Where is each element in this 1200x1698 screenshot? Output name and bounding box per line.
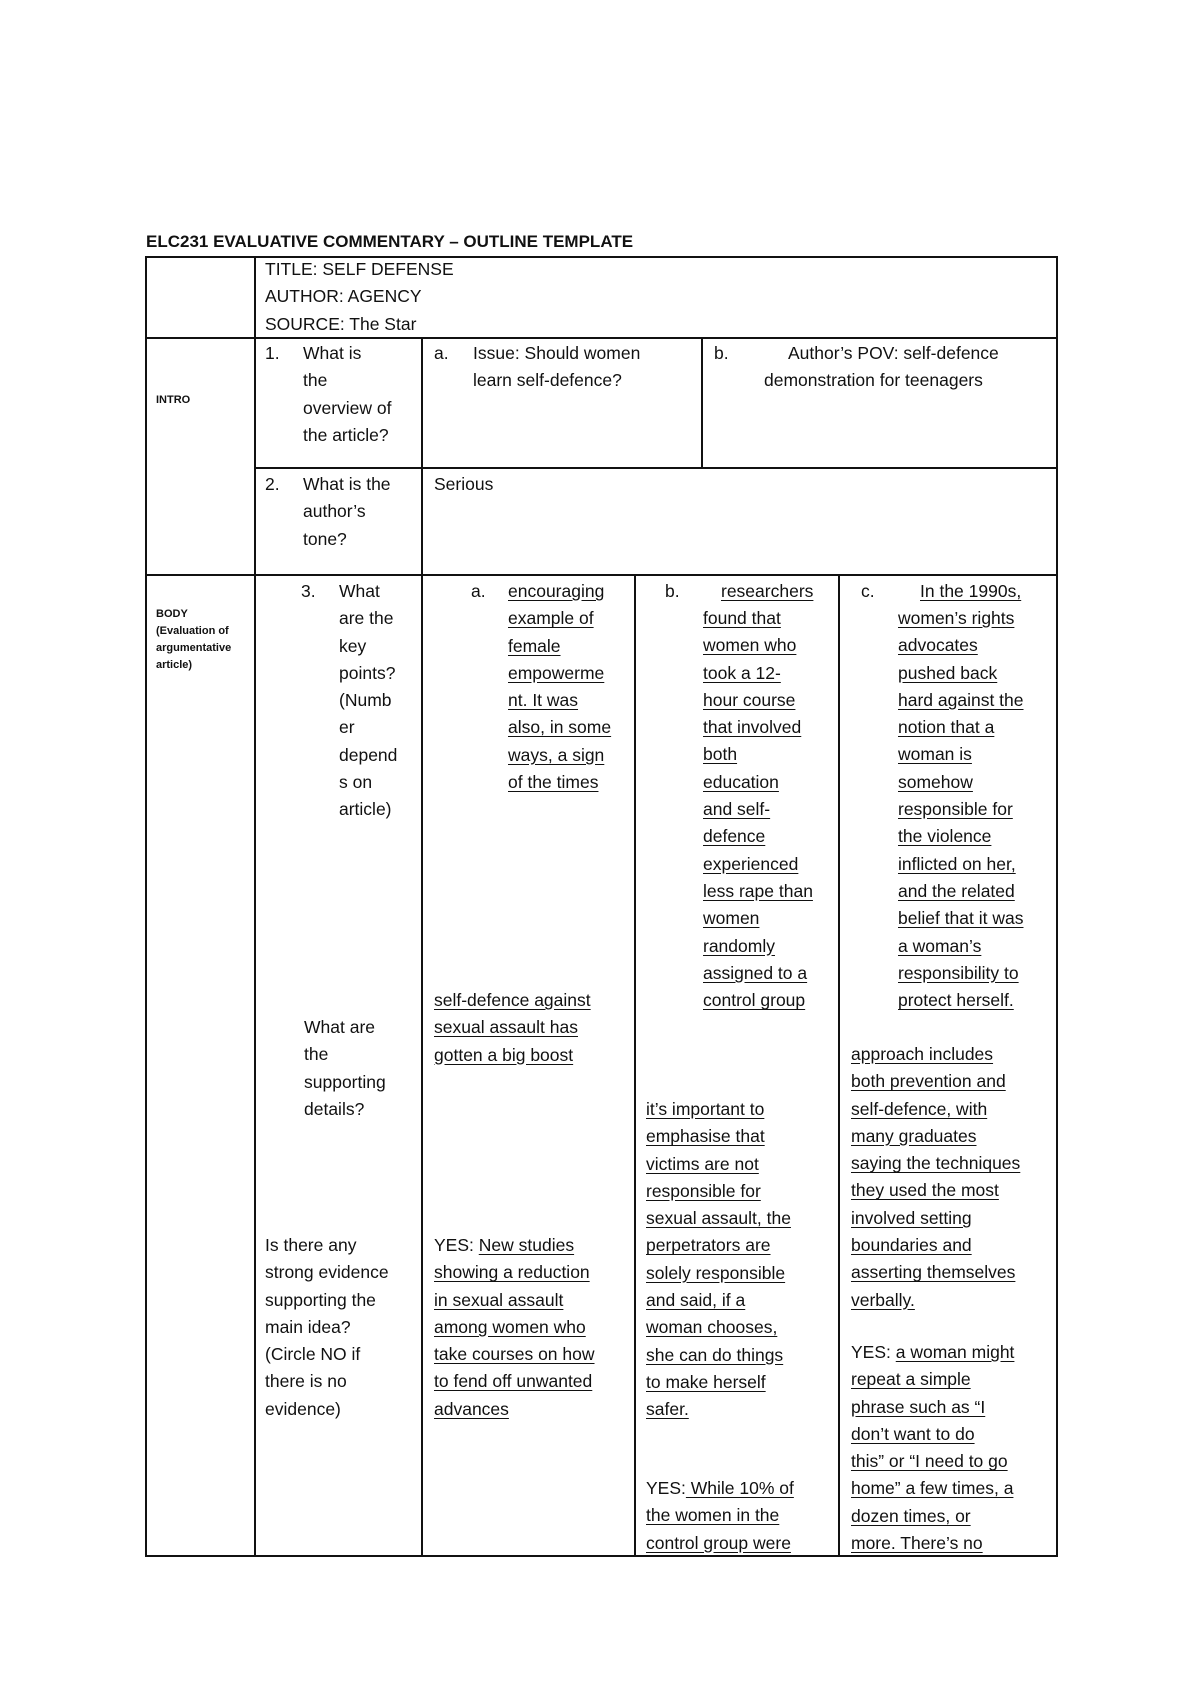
support-b-text: it’s important to emphasise that victims are not responsible for sexual assault, the perpetrators are solely responsible and said, if a woman chooses, she can do things to make herself safer. <box>646 1099 791 1420</box>
q1-overview-question: What is the overview of the article? <box>303 343 392 445</box>
point-c-text: women’s rights advocates pushed back hard against the notion that a woman is somehow responsible for the violence inflicted on her, and the related belief that it was a woman’s responsibility to protect herself. <box>898 608 1024 1011</box>
evidence-c <box>851 1339 1056 1557</box>
evidence-b-prefix: YES: <box>646 1478 686 1498</box>
outline-table <box>145 256 1058 1557</box>
point-a-letter: a. <box>471 581 486 601</box>
point-c-first-line: In the 1990s, <box>920 581 1022 601</box>
pov-text-cont: demonstration for teenagers <box>764 370 983 390</box>
evidence-a-prefix: YES: <box>434 1235 479 1255</box>
q3-number: 3. <box>301 581 316 601</box>
evidence-a-first: New studies <box>478 1235 575 1255</box>
point-b-text: found that women who took a 12- hour course that involved both education and self- defence experienced less rape than women randomly assigned to a control group <box>703 608 813 1011</box>
evidence-a-text: showing a reduction in sexual assault among women who take courses on how to fend off unwanted advances <box>434 1262 595 1419</box>
document-title: ELC231 EVALUATIVE COMMENTARY – OUTLINE TEMPLATE <box>146 232 634 251</box>
intro-label: INTRO <box>156 394 191 406</box>
evidence-a <box>434 1232 632 1423</box>
issue-letter: a. <box>434 343 449 363</box>
support-a-text: self-defence against sexual assault has gotten a big boost <box>434 990 591 1065</box>
table-line-intro-pov-col <box>701 337 703 469</box>
issue-text: Issue: Should women learn self-defence? <box>473 343 641 391</box>
table-line-body-b-col <box>634 574 636 1557</box>
table-line-question-col <box>421 337 423 1557</box>
supporting-details-question: What are the supporting details? <box>304 1017 386 1119</box>
evidence-b-first: While 10% of <box>685 1478 794 1498</box>
table-line-q1-bottom <box>254 467 1058 469</box>
article-info-cell <box>265 256 454 338</box>
q1-number: 1. <box>265 343 280 363</box>
point-c-letter: c. <box>861 581 875 601</box>
point-b-letter: b. <box>665 581 680 601</box>
pov-letter: b. <box>714 343 729 363</box>
table-line-label-col <box>254 256 256 1557</box>
evidence-c-text: repeat a simple phrase such as “I don’t want to do this” or “I need to go home” a few times, a dozen times, or more. There’s no <box>851 1369 1014 1554</box>
table-line-body-c-col <box>838 574 840 1557</box>
support-c-text: approach includes both prevention and self-defence, with many graduates saying the techniques they used the most involved setting boundaries and asserting themselves verbally. <box>851 1044 1021 1310</box>
article-author-line: AUTHOR: AGENCY <box>265 286 422 307</box>
evidence-question: Is there any strong evidence supporting the main idea? (Circle NO if there is no evidence) <box>265 1235 389 1419</box>
q2-number: 2. <box>265 474 280 494</box>
table-border-right <box>1056 256 1058 1557</box>
evidence-c-prefix: YES: <box>851 1342 896 1362</box>
evidence-b <box>646 1475 836 1557</box>
article-title-line: TITLE: SELF DEFENSE <box>265 259 454 279</box>
q2-tone-question: What is the author’s tone? <box>303 474 391 549</box>
body-label: BODY (Evaluation of argumentative article) <box>156 608 232 671</box>
pov-text: Author’s POV: self-defence <box>788 343 999 363</box>
q3-key-points-question: What are the key points? (Numb er depend s on article) <box>339 581 398 820</box>
table-line-intro-bottom <box>145 574 1058 576</box>
table-border-left <box>145 256 147 1557</box>
tone-answer: Serious <box>434 474 494 494</box>
point-a-text: encouraging example of female empowerme nt. It was also, in some ways, a sign of the times <box>508 581 612 793</box>
article-source-line: SOURCE: The Star <box>265 313 417 334</box>
evidence-c-first: a woman might <box>895 1342 1015 1362</box>
evidence-b-text: the women in the control group were <box>646 1505 791 1553</box>
point-b-first-line: researchers <box>721 581 814 601</box>
